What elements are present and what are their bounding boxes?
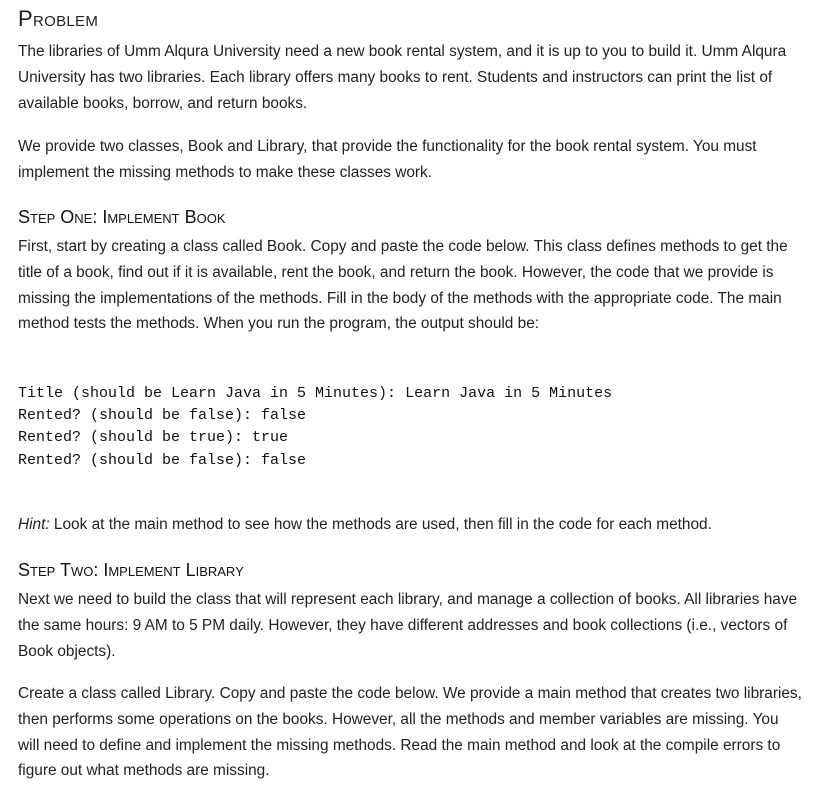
intro-paragraph-1: The libraries of Umm Alqura University need a new book rental system, and it is up to you to build it. Umm Alqura University has two libraries. Each library offers many books to rent. Students and instructors can print the list of available books, borrow, and return books. [18, 43, 787, 112]
hint-label: Hint: [18, 516, 50, 533]
step-two-paragraph-2: Create a class called Library. Copy and paste the code below. We provide a main method that creates two libraries, then performs some operations on the books. However, all the methods and member variables are missing. You will need to define and implement the missing methods. Read the main method and look at the compile errors to figure out what methods are missing. [18, 685, 802, 780]
output-line: Title (should be Learn Java in 5 Minutes): Learn Java in 5 Minutes [18, 385, 613, 402]
hint-text: Look at the main method to see how the methods are used, then fill in the code for each method. [49, 516, 712, 533]
step-two-heading: Step Two: Implement Library [18, 560, 244, 580]
step-two-paragraph-1: Next we need to build the class that will represent each library, and manage a collection of books. All libraries have the same hours: 9 AM to 5 PM daily. However, they have different addresses and book collections (i.e., vectors of Book objects). [18, 591, 798, 660]
page-title: Problem [18, 6, 99, 31]
step-one-heading: Step One: Implement Book [18, 207, 226, 227]
expected-output-block [18, 383, 798, 472]
intro-paragraph-2: We provide two classes, Book and Library, that provide the functionality for the book rental system. You must implement the missing methods to make these classes work. [18, 138, 757, 181]
hint-paragraph [18, 512, 802, 538]
step-one-paragraph: First, start by creating a class called Book. Copy and paste the code below. This class defines methods to get the title of a book, find out if it is available, rent the book, and return the book. However, the code that we provide is missing the implementations of the methods. Fill in the body of the methods with the appropriate code. The main method tests the methods. When you run the program, the output should be: [18, 238, 788, 333]
output-line: Rented? (should be false): false [18, 451, 307, 469]
output-line: Rented? (should be false): false [18, 407, 307, 425]
output-line: Rented? (should be true): true [18, 429, 289, 447]
